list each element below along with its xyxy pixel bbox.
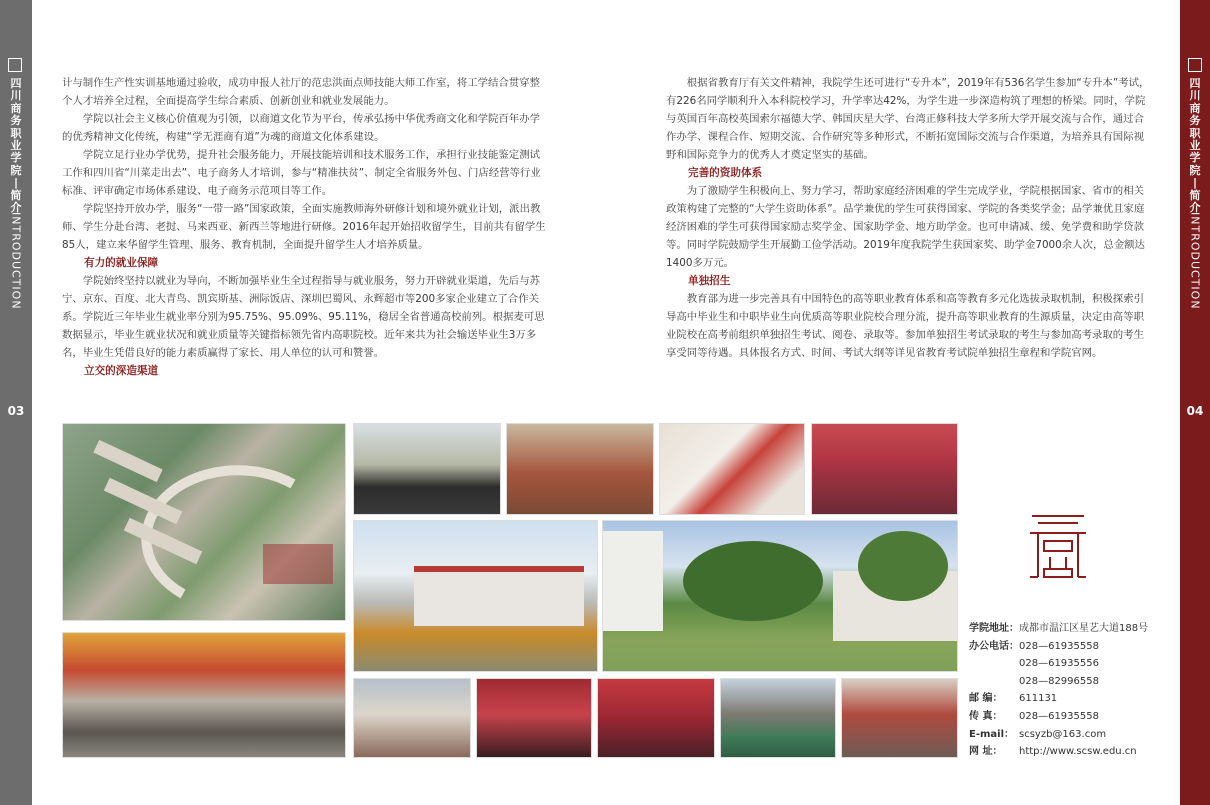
right-text-column — [666, 74, 1150, 362]
page-number-right: 04 — [1186, 404, 1204, 418]
career-fair-photo — [62, 632, 346, 758]
side-intro-label: INTRODUCTION — [9, 212, 23, 310]
campus-aerial-photo — [62, 423, 346, 621]
college-logo-icon — [1188, 58, 1202, 72]
paragraph: 学院立足行业办学优势，提升社会服务能力，开展技能培训和技术服务工作，承担行业技能鉴定测试工作和四川省“川菜走出去”、电子商务人才培训，参与“精准扶贫”、制定全省服务外包、门店经营等行业标准、评审确定市场体系建设、电子商务示范项目等工作。 — [62, 149, 541, 197]
email-row: E-mail： scsyzb@163.com — [969, 726, 1148, 744]
phone-value: 028—61935556 — [1019, 658, 1099, 670]
college-seal-icon — [1026, 511, 1090, 581]
section-heading: 立交的深造渠道 — [84, 365, 159, 377]
website-link[interactable]: http://www.scsw.edu.cn — [1019, 746, 1137, 758]
phone-row — [969, 655, 1148, 673]
email-link[interactable]: scsyzb@163.com — [1019, 728, 1107, 740]
paragraph: 教育部为进一步完善具有中国特色的高等职业教育体系和高等教育多元化选拔录取机制，积极探索引导高中毕业生和中职毕业生向优质高等职业院校合理分流，提升高等职业教育的生源质量，决定由高等职业院校在高考前组织单独招生考试、阅卷、录取等。参加单独招生考试录取的考生与参加高考录取的考生享受同等待遇。具体报名方式、时间、考试大纲等详见省教育考试院单独招生章程和学院官网。 — [666, 293, 1144, 359]
group-photo-building — [841, 678, 958, 758]
fax-row: 传 真： 028—61935558 — [969, 708, 1148, 726]
left-side-bar — [0, 0, 32, 805]
website-row: 网 址： http://www.scsw.edu.cn — [969, 743, 1148, 761]
postcode-value: 611131 — [1019, 693, 1058, 705]
dance-performance-photo — [597, 678, 715, 758]
side-college-name: 四 川 商 务 职 业 学 院 | 简 介 — [1189, 77, 1201, 215]
right-side-bar — [1180, 0, 1210, 805]
address-row: 学院地址： 成都市温江区星艺大道188号 — [969, 620, 1148, 638]
side-intro-label: INTRODUCTION — [1188, 212, 1202, 310]
paragraph: 学院始终坚持以就业为导向，不断加强毕业生全过程指导与就业服务，努力开辟就业渠道，先后与苏宁、京东、百度、北大青鸟、凯宾斯基、洲际饭店、深圳巴蜀风、永辉超市等200多家企业建立了合作关系。学院近三年毕业生就业率分别为95.75%、95.09%、95.11%，稳居全省普通高校前列。根据麦可思数据显示，毕业生就业状况和就业质量等关键指标领先省内高职院校。近年来共为社会输送毕业生3万多名，毕业生凭借良好的能力素质赢得了家长、用人单位的认可和赞誉。 — [62, 275, 545, 359]
page-number-left: 03 — [7, 404, 25, 418]
meeting-photo — [353, 678, 471, 758]
phone-value: 028—82996558 — [1019, 675, 1099, 687]
paragraph: 学院坚持开放办学，服务“一带一路”国家政策，全面实施教师海外研修计划和境外就业计划，派出教师、学生分赴台湾、老挝、马来西亚、新西兰等地进行研修。2016年起开始招收留学生，目前共有留学生85人，建立来华留学生管理、服务、教育机制，全面提升留学生人才培养质量。 — [62, 203, 546, 251]
section-heading: 完善的资助体系 — [688, 167, 763, 179]
paragraph: 为了激励学生积极向上、努力学习，帮助家庭经济困难的学生完成学业，学院根据国家、省市的相关政策构建了完整的“大学生资助体系”。品学兼优的学生可获得国家、学院的各类奖学金；品学兼优且家庭经济困难的学生可获得国家励志奖学金、国家助学金、地方助学金。也可申请减、缓、免学费和助学贷款等。同时学院鼓励学生开展勤工俭学活动。2019年度我院学生获国家奖、助学金7000余人次，总金额达1400多万元。 — [666, 185, 1145, 269]
paragraph: 根据省教育厅有关文件精神，我院学生还可进行“专升本”，2019年有536名学生参加“专升本”考试，有226名同学顺利升入本科院校学习，升学率达42%，为学生进一步深造构筑了理想的桥梁。同时，学院与英国百年高校英国索尔福德大学、韩国庆星大学、台湾正修科技大学多所大学开展交流与合作，通过合作办学、课程合作、短期交流、合作研究等多种形式，不断拓宽国际交流与合作渠道，为培养具有国际视野和国际竞争力的优秀人才奠定坚实的基础。 — [666, 77, 1150, 161]
phone-value: 028—61935558 — [1019, 640, 1099, 652]
address-value: 成都市温江区星艺大道188号 — [1019, 623, 1149, 634]
ceremony-photo — [476, 678, 592, 758]
fax-value: 028—61935558 — [1019, 710, 1099, 722]
phone-row — [969, 673, 1148, 691]
contact-info — [969, 620, 1148, 761]
left-text-column — [62, 74, 546, 380]
volunteer-photo — [659, 423, 805, 515]
classroom-photo — [506, 423, 654, 515]
paragraph: 计与制作生产性实训基地通过验收，成功申报人社厅的范忠洪面点师技能大师工作室，将工学结合贯穿整个人才培养全过程，全面提高学生综合素质、创新创业和就业发展能力。 — [62, 77, 540, 107]
college-logo-icon — [8, 58, 22, 72]
postcode-row: 邮 编： 611131 — [969, 690, 1148, 708]
graduation-photo — [353, 423, 501, 515]
stage-performance-photo — [811, 423, 958, 515]
campus-garden-photo — [602, 520, 958, 672]
campus-building-photo — [353, 520, 598, 672]
paragraph: 学院以社会主义核心价值观为引领，以商道文化节为平台，传承弘扬中华优秀商文化和学院百年办学的优秀精神文化传统，构建“学无涯商有道”为魂的商道文化体系建设。 — [62, 113, 540, 143]
section-heading: 单独招生 — [688, 275, 731, 287]
section-heading: 有力的就业保障 — [84, 257, 159, 269]
group-photo-outdoor — [720, 678, 836, 758]
phone-row: 办公电话： 028—61935558 — [969, 638, 1148, 656]
side-college-name: 四 川 商 务 职 业 学 院 | 简 介 — [10, 77, 22, 215]
